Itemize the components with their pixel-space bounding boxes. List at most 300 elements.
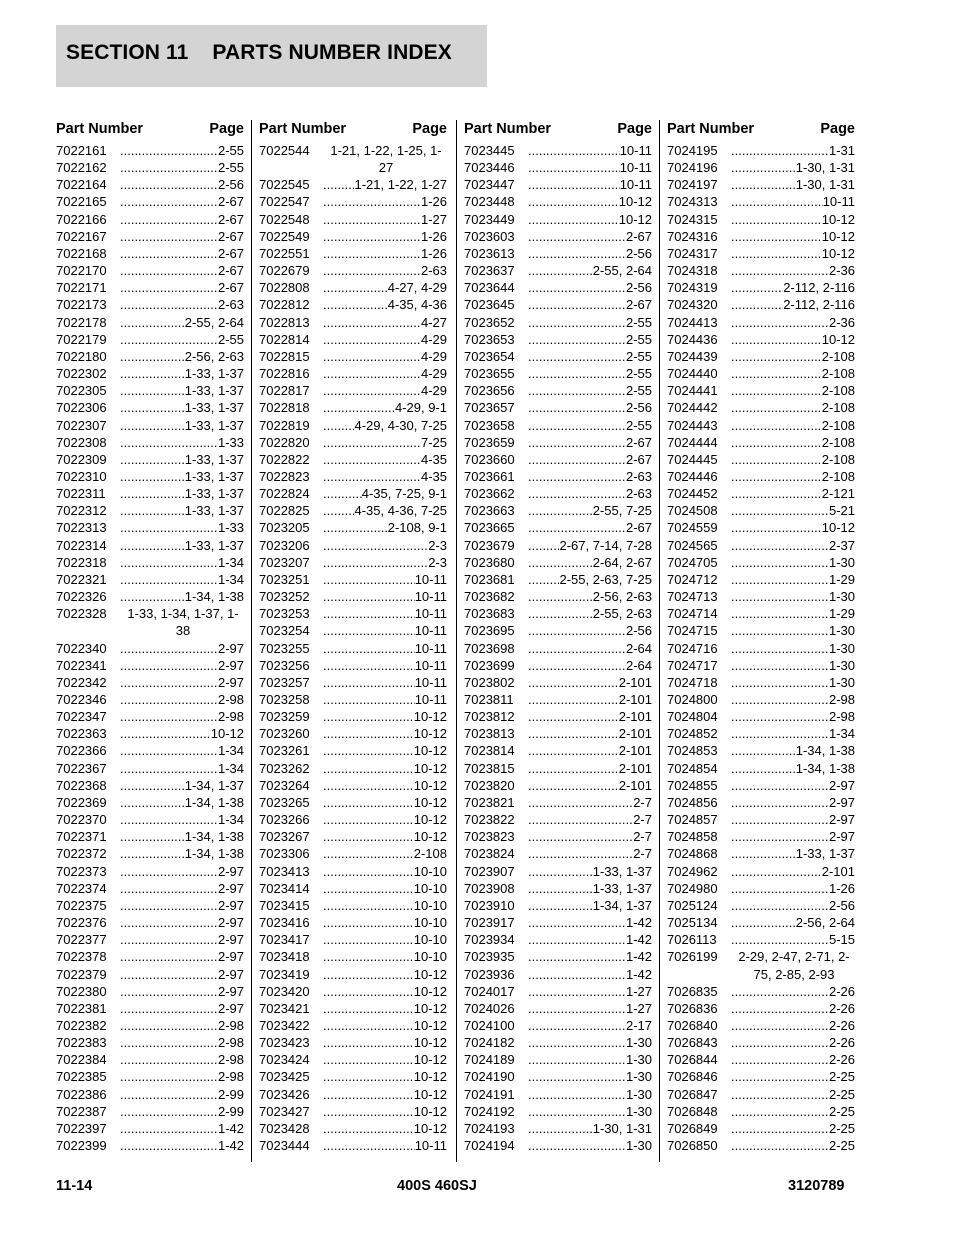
dot-leader — [731, 245, 822, 262]
page-cell — [528, 674, 652, 691]
part-number: 7022342 — [56, 674, 107, 690]
page-reference: 2-101 — [821, 863, 855, 879]
page-reference: 10-11 — [822, 194, 855, 210]
page-cell — [528, 193, 652, 210]
index-row — [464, 279, 652, 296]
dot-leader — [323, 1068, 414, 1085]
dot-leader — [528, 931, 626, 948]
part-number: 7022371 — [56, 829, 107, 845]
part-number: 7022679 — [259, 263, 310, 279]
part-number: 7023935 — [464, 949, 515, 965]
page-cell — [528, 1068, 652, 1085]
index-row — [464, 983, 652, 1000]
part-number: 7023661 — [464, 468, 515, 484]
page-reference: 2-108 — [821, 383, 855, 399]
dot-leader — [323, 605, 415, 622]
index-row — [464, 605, 652, 622]
part-number: 7022307 — [56, 417, 107, 433]
dot-leader — [323, 897, 414, 914]
index-row — [56, 245, 244, 262]
part-number: 7022383 — [56, 1035, 107, 1051]
dot-leader — [120, 211, 218, 228]
dot-leader — [120, 777, 185, 794]
page-reference: 2-55 — [625, 417, 652, 433]
part-number: 7022369 — [56, 794, 107, 810]
part-number: 7024194 — [464, 1138, 515, 1154]
page-cell — [528, 794, 652, 811]
index-row — [667, 640, 855, 657]
page-cell — [120, 1120, 244, 1137]
page-reference: 1-33, 1-37 — [184, 366, 244, 382]
page-cell — [323, 863, 447, 880]
part-number: 7023655 — [464, 366, 515, 382]
index-row — [259, 314, 447, 331]
page-reference: 1-42 — [625, 915, 652, 931]
dot-leader — [528, 502, 593, 519]
dot-leader — [528, 1000, 626, 1017]
page-reference: 2-97 — [217, 983, 244, 999]
dot-leader — [120, 897, 218, 914]
index-row — [56, 691, 244, 708]
page-cell — [323, 331, 447, 348]
part-number: 7023424 — [259, 1052, 310, 1068]
page-reference: 1-26 — [420, 194, 447, 210]
page-reference: 10-11 — [414, 606, 447, 622]
page-reference: 10-12 — [413, 812, 447, 828]
part-number: 7023644 — [464, 280, 515, 296]
page-cell — [731, 1103, 855, 1120]
part-number: 7024856 — [667, 794, 718, 810]
part-number: 7023415 — [259, 897, 310, 913]
part-number: 7023205 — [259, 520, 310, 536]
page-cell — [323, 451, 447, 468]
dot-leader — [323, 1000, 414, 1017]
dot-leader — [528, 794, 633, 811]
part-number-header: Part Number — [667, 121, 755, 137]
dot-leader — [120, 811, 218, 828]
index-row — [259, 279, 447, 296]
dot-leader — [731, 211, 822, 228]
part-number: 7022385 — [56, 1069, 107, 1085]
index-column-3 — [464, 118, 652, 1154]
part-number: 7024716 — [667, 640, 718, 656]
page-cell — [528, 948, 652, 965]
page-reference: 1-42 — [217, 1120, 244, 1136]
index-row — [464, 742, 652, 759]
dot-leader — [731, 1068, 829, 1085]
page-reference: 2-37 — [828, 537, 855, 553]
page-reference: 2-7 — [633, 829, 652, 845]
index-row — [464, 365, 652, 382]
part-number: 7023258 — [259, 692, 310, 707]
index-row — [667, 331, 855, 348]
part-number: 7024855 — [667, 777, 718, 793]
page-cell — [120, 262, 244, 279]
index-row — [464, 399, 652, 416]
page-reference: 10-12 — [821, 228, 855, 244]
part-number: 7022815 — [259, 348, 310, 364]
page-reference: 5-15 — [828, 932, 855, 948]
dot-leader — [731, 554, 829, 571]
page-reference: 2-97 — [217, 915, 244, 931]
page-cell — [120, 588, 244, 605]
part-number: 7024559 — [667, 520, 718, 536]
dot-leader — [120, 228, 218, 245]
index-row — [464, 485, 652, 502]
page-cell — [120, 348, 244, 365]
index-row — [464, 331, 652, 348]
index-row — [667, 863, 855, 880]
page-cell — [120, 211, 244, 228]
dot-leader — [323, 1137, 415, 1154]
part-number: 7023645 — [464, 297, 515, 313]
dot-leader — [731, 193, 823, 210]
part-number: 7022161 — [56, 143, 107, 158]
part-number: 7023255 — [259, 640, 310, 656]
index-row — [464, 245, 652, 262]
part-number: 7023426 — [259, 1086, 310, 1102]
index-row — [56, 468, 244, 485]
dot-leader — [731, 880, 829, 897]
part-number: 7024197 — [667, 177, 718, 193]
index-row — [667, 897, 855, 914]
index-row — [56, 142, 244, 159]
page-reference: 2-7 — [633, 794, 652, 810]
page-cell — [528, 176, 652, 193]
page-reference: 1-34, 1-38 — [795, 760, 855, 776]
dot-leader — [120, 914, 218, 931]
part-number: 7023662 — [464, 486, 515, 502]
page-cell — [323, 434, 447, 451]
part-number: 7024442 — [667, 400, 718, 416]
page-reference: 2-98 — [217, 1069, 244, 1085]
dot-leader — [731, 931, 829, 948]
page-reference: 2-55 — [217, 160, 244, 176]
index-row — [259, 434, 447, 451]
dot-leader — [323, 588, 415, 605]
page-reference: 2-36 — [828, 263, 855, 279]
index-row — [464, 262, 652, 279]
part-number: 7023265 — [259, 794, 310, 810]
index-row — [464, 914, 652, 931]
index-row — [667, 211, 855, 228]
dot-leader — [528, 434, 626, 451]
dot-leader — [323, 1120, 414, 1137]
part-number: 7024714 — [667, 606, 718, 622]
dot-leader — [323, 845, 414, 862]
part-number: 7024026 — [464, 1000, 515, 1016]
part-number: 7024452 — [667, 486, 718, 502]
dot-leader — [528, 966, 626, 983]
part-number: 7024191 — [464, 1086, 515, 1102]
index-row — [667, 1120, 855, 1137]
page-reference: 1-33, 1-37 — [592, 880, 652, 896]
page-reference: 10-10 — [413, 897, 447, 913]
page-reference: 2-56 — [625, 280, 652, 296]
index-row — [56, 1034, 244, 1051]
dot-leader — [528, 1120, 593, 1137]
page-reference: 1-30 — [625, 1052, 652, 1068]
index-row — [56, 176, 244, 193]
page-cell — [731, 502, 855, 519]
part-number: 7024868 — [667, 846, 718, 862]
page-cell — [120, 863, 244, 880]
page-reference: 2-97 — [217, 640, 244, 656]
page-reference: 10-12 — [821, 211, 855, 227]
part-number: 7023659 — [464, 434, 515, 450]
page-cell — [528, 554, 652, 571]
page-cell — [731, 142, 855, 159]
part-number: 7024316 — [667, 228, 718, 244]
page-reference: 2-97 — [828, 812, 855, 828]
page-cell — [528, 519, 652, 536]
page-cell — [731, 1034, 855, 1051]
part-number: 7022368 — [56, 777, 107, 793]
column-header — [667, 118, 855, 142]
part-number: 7024712 — [667, 571, 718, 587]
index-row — [56, 983, 244, 1000]
page-reference: 10-12 — [413, 726, 447, 742]
dot-leader — [323, 211, 421, 228]
page-cell — [528, 1103, 652, 1120]
part-number: 7023206 — [259, 537, 310, 553]
index-row — [667, 1034, 855, 1051]
page-cell — [731, 245, 855, 262]
page-cell — [731, 588, 855, 605]
page-reference: 2-67 — [217, 245, 244, 261]
part-number: 7023306 — [259, 846, 310, 862]
page-cell — [528, 1137, 652, 1154]
part-number: 7024445 — [667, 451, 718, 467]
index-row — [56, 897, 244, 914]
page-reference: 2-112, 2-116 — [783, 280, 855, 296]
page-cell — [731, 399, 855, 416]
page-cell — [120, 193, 244, 210]
index-row — [667, 399, 855, 416]
index-row — [259, 622, 447, 639]
page-cell — [528, 245, 652, 262]
part-number: 7022367 — [56, 760, 107, 776]
page-reference: 2-63 — [625, 468, 652, 484]
index-row — [259, 1086, 447, 1103]
page-cell — [731, 691, 855, 708]
page-reference: 1-29 — [828, 606, 855, 622]
index-row — [667, 983, 855, 1000]
page-cell — [731, 451, 855, 468]
page-reference: 2-56, 2-63 — [184, 348, 244, 364]
page-reference: 1-33, 1-37 — [184, 468, 244, 484]
page-cell — [323, 1051, 447, 1068]
part-number: 7023934 — [464, 932, 515, 948]
part-number: 7023260 — [259, 726, 310, 742]
page-reference: 2-108 — [821, 468, 855, 484]
index-row — [259, 725, 447, 742]
part-number: 7026835 — [667, 983, 718, 999]
page-cell — [528, 828, 652, 845]
page-cell — [323, 296, 447, 313]
page-reference: 1-33, 1-37 — [184, 383, 244, 399]
dot-leader — [731, 1103, 829, 1120]
part-number: 7023908 — [464, 880, 515, 896]
index-row — [464, 657, 652, 674]
page-reference: 10-12 — [413, 829, 447, 845]
page-cell — [323, 314, 447, 331]
part-number-header: Part Number — [56, 121, 144, 137]
page-cell — [528, 588, 652, 605]
page-reference: 2-112, 2-116 — [783, 297, 855, 313]
page-cell — [731, 348, 855, 365]
page-cell — [323, 1120, 447, 1137]
part-number: 7023656 — [464, 383, 515, 399]
index-row — [667, 1103, 855, 1120]
page-reference: 1-33, 1-37 — [184, 503, 244, 519]
page-cell — [731, 1137, 855, 1154]
part-number: 7024190 — [464, 1069, 515, 1085]
page-cell — [323, 262, 447, 279]
part-number: 7024804 — [667, 709, 718, 725]
index-row — [259, 1000, 447, 1017]
dot-leader — [731, 1137, 829, 1154]
page-cell — [323, 519, 447, 536]
page-cell — [120, 760, 244, 777]
index-row — [464, 1051, 652, 1068]
dot-leader — [731, 468, 822, 485]
dot-leader — [323, 502, 354, 519]
index-row — [464, 417, 652, 434]
index-row — [56, 193, 244, 210]
index-row — [464, 708, 652, 725]
page-cell — [731, 931, 855, 948]
page-reference: 10-10 — [413, 932, 447, 948]
index-row — [56, 1051, 244, 1068]
section-heading: PARTS NUMBER INDEX — [212, 41, 452, 64]
dot-leader — [731, 331, 822, 348]
page-reference: 1-34, 1-37 — [184, 777, 244, 793]
page-cell — [731, 1068, 855, 1085]
page-cell — [731, 314, 855, 331]
page-reference: 10-12 — [413, 1103, 447, 1119]
dot-leader — [528, 571, 559, 588]
page-cell — [120, 845, 244, 862]
index-column-4 — [667, 118, 855, 1154]
page-cell — [528, 983, 652, 1000]
page-cell — [731, 897, 855, 914]
part-number: 7024319 — [667, 280, 718, 296]
page-reference: 1-34, 1-38 — [184, 794, 244, 810]
page-reference: 2-121 — [821, 486, 855, 502]
dot-leader — [323, 880, 414, 897]
page-cell — [731, 211, 855, 228]
page-reference: 2-67 — [625, 297, 652, 313]
dot-leader — [731, 399, 822, 416]
dot-leader — [528, 142, 620, 159]
part-number: 7022164 — [56, 177, 107, 193]
index-row — [667, 948, 855, 982]
page-cell — [323, 1000, 447, 1017]
dot-leader — [731, 897, 829, 914]
page-reference: 2-108 — [413, 846, 447, 862]
part-number: 7022547 — [259, 194, 310, 210]
page-reference: 2-56 — [828, 897, 855, 913]
dot-leader — [528, 296, 626, 313]
dot-leader — [323, 554, 428, 571]
index-row — [667, 485, 855, 502]
page-reference: 2-98 — [217, 1052, 244, 1068]
page-cell — [323, 691, 447, 708]
page-reference: 2-3 — [428, 554, 447, 570]
page-reference: 1-30 — [828, 674, 855, 690]
dot-leader — [323, 537, 428, 554]
page-cell — [120, 1103, 244, 1120]
part-number: 7024443 — [667, 417, 718, 433]
page-reference: 2-29, 2-47, 2-71, 2-75, 2-85, 2-93 — [738, 949, 850, 982]
index-row — [464, 1000, 652, 1017]
index-row — [259, 845, 447, 862]
index-row — [56, 914, 244, 931]
part-number: 7023261 — [259, 743, 310, 759]
index-row — [667, 777, 855, 794]
part-number: 7022328 — [56, 606, 107, 622]
dot-leader — [323, 314, 421, 331]
page-reference: 2-98 — [828, 709, 855, 725]
index-row — [667, 674, 855, 691]
page-reference: 1-42 — [625, 932, 652, 948]
part-number: 7023259 — [259, 709, 310, 725]
dot-leader — [731, 983, 829, 1000]
page-reference: 1-34 — [217, 743, 244, 759]
part-number: 7023812 — [464, 709, 515, 725]
page-reference: 1-34, 1-37 — [592, 897, 652, 913]
page-cell — [528, 382, 652, 399]
dot-leader — [323, 399, 395, 416]
index-row — [259, 348, 447, 365]
dot-leader — [731, 725, 829, 742]
page-reference: 2-63 — [420, 263, 447, 279]
index-row — [56, 211, 244, 228]
page-reference: 2-25 — [828, 1103, 855, 1119]
dot-leader — [120, 760, 218, 777]
page-reference: 2-98 — [217, 1035, 244, 1051]
index-row — [56, 742, 244, 759]
part-number: 7022812 — [259, 297, 310, 313]
index-row — [464, 725, 652, 742]
page-cell — [120, 880, 244, 897]
index-row — [667, 159, 855, 176]
page-cell — [120, 537, 244, 554]
dot-leader — [323, 794, 414, 811]
page-cell — [323, 554, 447, 571]
part-number: 7023428 — [259, 1120, 310, 1136]
page-reference: 1-21, 1-22, 1-25, 1-27 — [330, 143, 442, 176]
page-reference: 1-27 — [625, 1000, 652, 1016]
page-reference: 2-97 — [217, 949, 244, 965]
page-reference: 2-64 — [625, 640, 652, 656]
index-row — [464, 1068, 652, 1085]
part-number: 7023822 — [464, 812, 515, 828]
page-reference: 2-67 — [625, 520, 652, 536]
page-reference: 4-35 — [420, 468, 447, 484]
dot-leader — [528, 948, 626, 965]
index-row — [464, 640, 652, 657]
dot-leader — [528, 365, 626, 382]
part-number: 7023613 — [464, 245, 515, 261]
page-reference: 10-11 — [414, 674, 447, 690]
index-row — [56, 657, 244, 674]
dot-leader — [731, 674, 829, 691]
part-number: 7023422 — [259, 1017, 310, 1033]
part-number: 7022373 — [56, 863, 107, 879]
page-cell — [731, 468, 855, 485]
